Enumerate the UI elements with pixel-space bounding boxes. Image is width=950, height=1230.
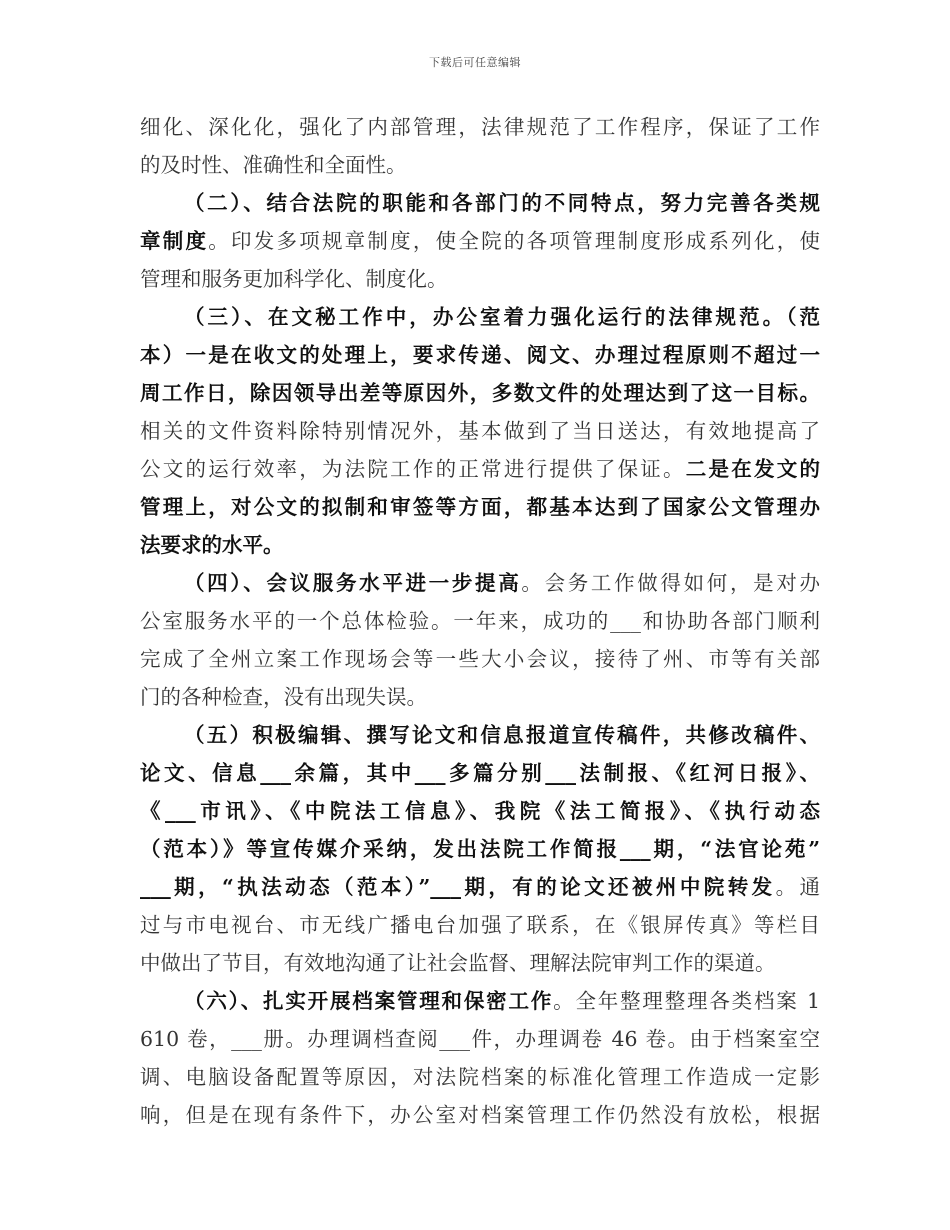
text-line — [140, 412, 820, 450]
text-segment: 调、电脑设备配置等原因，对法院档案的标准化管理工作造成一定影 — [140, 1065, 820, 1089]
bold-text-segment: 二是在发文的 — [685, 457, 821, 481]
text-segment: 响，但是在现有条件下，办公室对档案管理工作仍然没有放松，根据 — [140, 1103, 820, 1127]
bold-text-segment: 管理上，对公文的拟制和审签等方面，都基本达到了国家公文管理办 — [140, 495, 820, 519]
bold-text-segment: 周工作日，除因领导出差等原因外，多数文件的处理达到了这一目标。 — [140, 381, 820, 405]
bold-text-segment: ___期，“执法动态（范本）”___期，有的论文还被州中院转发 — [140, 875, 776, 899]
text-segment: 。会务工作做得如何，是对办 — [521, 571, 821, 595]
text-line — [140, 716, 820, 754]
text-line — [140, 184, 820, 222]
text-segment: 。全年整理整理各类档案 1 — [553, 989, 821, 1013]
text-segment: 中做出了节目，有效地沟通了让社会监督、理解法院审判工作的渠道。 — [140, 951, 776, 975]
text-segment: 。印发多项规章制度，使全院的各项管理制度形成系列化，使 — [208, 229, 821, 253]
text-line — [140, 830, 820, 868]
text-line — [140, 450, 820, 488]
text-segment: 。通 — [775, 875, 820, 899]
text-line — [140, 982, 820, 1020]
text-segment: 610 卷，___册。办理调档查阅___件，办理调卷 46 卷。由于档案室空 — [140, 1027, 820, 1051]
text-line — [140, 260, 820, 298]
text-line — [140, 488, 820, 526]
text-line — [140, 754, 820, 792]
document-body — [140, 108, 820, 1134]
text-segment: 细化、深化化，强化了内部管理，法律规范了工作程序，保证了工作 — [140, 115, 820, 139]
bold-text-segment: 《___市讯》、《中院法工信息》、我院《法工简报》、《执行动态 — [140, 799, 820, 823]
bold-text-segment: （三）、在文秘工作中，办公室着力强化运行的法律规范。（范 — [184, 305, 820, 329]
text-line — [140, 336, 820, 374]
text-segment: 完成了全州立案工作现场会等一些大小会议，接待了州、市等有关部 — [140, 647, 820, 671]
text-line — [140, 1058, 820, 1096]
text-line — [140, 792, 820, 830]
page-header: 下载后可任意编辑 — [429, 56, 521, 69]
text-line — [140, 602, 820, 640]
text-line — [140, 1020, 820, 1058]
text-segment: 相关的文件资料除特别情况外，基本做到了当日送达，有效地提高了 — [140, 419, 820, 443]
text-segment: 过与市电视台、市无线广播电台加强了联系，在《银屏传真》等栏目 — [140, 913, 820, 937]
bold-text-segment: 论文、信息___余篇，其中___多篇分别___法制报、《红河日报》、 — [140, 761, 820, 785]
text-line — [140, 906, 820, 944]
text-line — [140, 678, 820, 716]
text-segment: 公文的运行效率，为法院工作的正常进行提供了保证。 — [140, 457, 686, 481]
bold-text-segment: （范本）》等宣传媒介采纳，发出法院工作简报___期，“法官论苑” — [140, 837, 820, 861]
text-line — [140, 868, 820, 906]
text-line — [140, 298, 820, 336]
text-line — [140, 222, 820, 260]
text-line — [140, 564, 820, 602]
text-line — [140, 146, 820, 184]
bold-text-segment: （五）积极编辑、撰写论文和信息报道宣传稿件，共修改稿件、 — [184, 723, 820, 747]
text-segment: 管理和服务更加科学化、制度化。 — [140, 267, 448, 291]
text-segment: 门的各种检查，没有出现失误。 — [140, 685, 427, 709]
text-line — [140, 1096, 820, 1134]
bold-text-segment: （二）、结合法院的职能和各部门的不同特点，努力完善各类规 — [184, 191, 820, 215]
bold-text-segment: 法要求的水平。 — [140, 533, 284, 557]
bold-text-segment: 章制度 — [140, 229, 209, 253]
text-line — [140, 640, 820, 678]
bold-text-segment: 本）一是在收文的处理上，要求传递、阅文、办理过程原则不超过一 — [140, 343, 820, 367]
text-segment: 的及时性、准确性和全面性。 — [140, 153, 407, 177]
bold-text-segment: （四）、会议服务水平进一步提高 — [184, 571, 522, 595]
text-line — [140, 374, 820, 412]
text-line — [140, 108, 820, 146]
bold-text-segment: （六）、扎实开展档案管理和保密工作 — [184, 989, 554, 1013]
text-line — [140, 944, 820, 982]
text-line — [140, 526, 820, 564]
text-segment: 公室服务水平的一个总体检验。一年来，成功的___和协助各部门顺利 — [140, 609, 820, 633]
